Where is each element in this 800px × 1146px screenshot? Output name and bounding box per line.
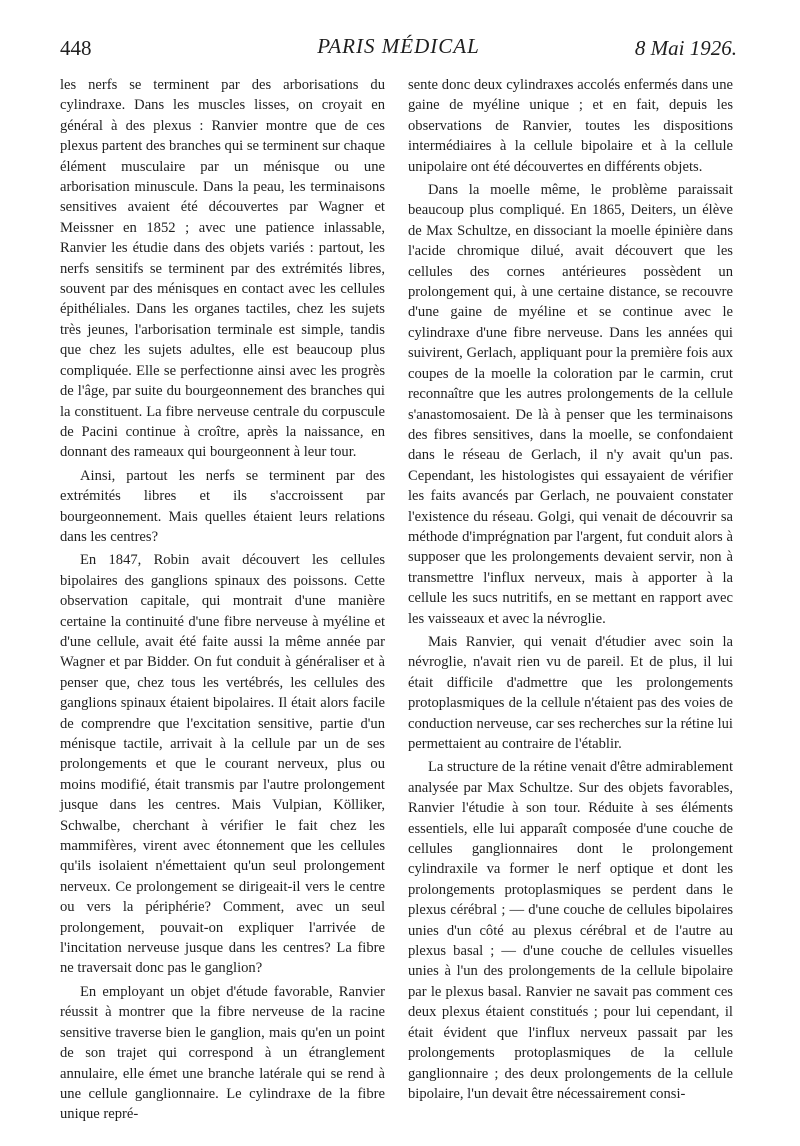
paragraph: Ainsi, partout les nerfs se terminent par des extrémités libres et ils s'accroissent par bourgeonnement. Mais quelles étaient leurs relations dans les centres? bbox=[60, 467, 385, 545]
page-header bbox=[60, 32, 737, 66]
left-column bbox=[60, 75, 385, 1128]
journal-title: PARIS MÉDICAL bbox=[317, 34, 480, 58]
paragraph: sente donc deux cylindraxes accolés enfermés dans une gaine de myéline unique ; et en fait, depuis les observations de Ranvier, toutes les dispositions intermédiaires à la cellule bipolaire et à la cellule unipolaire ont été découvertes en différents objets. bbox=[408, 77, 733, 175]
paragraph: Dans la moelle même, le problème paraissait beaucoup plus compliqué. En 1865, Deiters, un élève de Max Schultze, en dissociant la moelle épinière dans l'acide chromique dilué, avait découvert que les cellules des cornes antérieures possèdent un prolongement qui, à une certaine distance, se recouvre d'une gaine de myéline et se continue avec le cylindraxe d'une fibre nerveuse. Dans les années qui suivirent, Gerlach, appliquant pour la première fois aux coupes de la moelle la coloration par le carmin, crut reconnaître que les autres prolongements de la cellule s'anastomosaient. De là à penser que les terminaisons des fibres sensitives, dans la moelle, se confondaient dans le réseau de Gerlach, il n'y avait qu'un pas. Cependant, les histologistes qui essayaient de vérifier les faits avancés par Gerlach, ne pouvaient constater l'existence du réseau. Golgi, qui venait de découvrir sa méthode d'imprégnation par l'argent, fut conduit alors à supposer que les prolongements devaient servir, non à transmettre l'influx nerveux, mais à apporter à la cellule les sucs nutritifs, en se mettant en rapport avec les vaisseaux et avec la névroglie. bbox=[408, 182, 733, 627]
right-column bbox=[408, 75, 733, 1107]
paragraph: les nerfs se terminent par des arborisations du cylindraxe. Dans les muscles lisses, on croyait en général à des plexus : Ranvier montre que de ces plexus partent des branches qui se terminent sur chaque élément musculaire par un ménisque ou une arborisation minuscule. Dans la peau, les terminaisons sensitives avaient été découvertes par Wagner et Meissner en 1852 ; avec une patience inlassable, Ranvier les étudie dans des objets variés : partout, les nerfs sensitifs se terminent par des extrémités libres, souvent par des ménisques en contact avec les cellules épithéliales. Dans les organes tactiles, chez les sujets très jeunes, l'arborisation terminale est simple, tandis que chez les sujets adultes, elle est beaucoup plus compliquée. Elle se perfectionne ainsi avec les progrès de l'âge, par suite du bourgeonnement des branches qui la constituent. La fibre nerveuse centrale du corpuscule de Pacini continue à croître, après la naissance, en donnant des rameaux qui bourgeonnent à leur tour. bbox=[60, 77, 386, 461]
issue-date: 8 Mai 1926. bbox=[634, 36, 737, 60]
paragraph: Mais Ranvier, qui venait d'étudier avec soin la névroglie, n'avait rien vu de pareil. Et de plus, il lui était difficile d'admettre que les prolongements protoplasmiques de la cellule n'étaient pas des voies de conduction nerveuse, car ses recherches sur la rétine lui permettaient au contraire de l'établir. bbox=[408, 633, 733, 752]
page-number: 448 bbox=[60, 36, 92, 60]
paragraph: En 1847, Robin avait découvert les cellules bipolaires des ganglions spinaux des poissons. Cette observation capitale, qui montrait d'une manière certaine la continuité d'une fibre nerveuse à myéline et d'une cellule, avait été faite aussi la même année par Wagner et par Bidder. On fut conduit à généraliser et à penser que, chez tous les vertébrés, les cellules des ganglions spinaux étaient bipolaires. Il était alors facile de comprendre que l'excitation sensitive, partie d'un ménisque tactile, arrivait à la cellule par un de ses prolongements et que le courant nerveux, plus ou moins modifié, était transmis par l'autre prolongement jusque dans les centres. Mais Vulpian, Kölliker, Schwalbe, cherchant à vérifier le fait chez les mammifères, virent avec étonnement que les cellules qu'ils isolaient n'émettaient qu'un seul prolongement nerveux. Ce prolongement se dirigeait-il vers le centre ou vers la périphérie? Comment, avec un seul prolongement, pouvait-on expliquer l'arrivée de l'incitation nerveuse jusque dans les centres? La fibre ne traversait donc pas le ganglion? bbox=[60, 552, 385, 977]
paragraph: La structure de la rétine venait d'être admirablement analysée par Max Schultze. Sur des objets favorables, Ranvier l'étudie à son tour. Réduite à ses éléments essentiels, elle lui apparaît composée d'une couche de cellules ganglionnaires dont le prolongement cylindraxile va former le nerf optique et dont les prolongements protoplasmiques se perdent dans le plexus cérébral ; — d'une couche de cellules bipolaires unies d'un côté au plexus cérébral et de l'autre au plexus basal ; — d'une couche de cellules visuelles unies à l'un des prolongements de la cellule bipolaire par le plexus basal. Ranvier ne savait pas comment ces deux plexus étaient constitués ; pour lui cependant, il était évident que l'influx nerveux passait par les prolongements protoplasmiques de la cellule ganglionnaire ; des deux prolongements de la cellule bipolaire, l'un devait être nécessairement consi- bbox=[408, 759, 733, 1102]
paragraph: En employant un objet d'étude favorable, Ranvier réussit à montrer que la fibre nerveuse de la racine sensitive traverse bien le ganglion, mais qu'en un point de son trajet qui correspond à un étranglement annulaire, elle émet une branche latérale qui se rend à une cellule ganglionnaire. Le cylindraxe de la fibre unique repré- bbox=[60, 983, 385, 1123]
